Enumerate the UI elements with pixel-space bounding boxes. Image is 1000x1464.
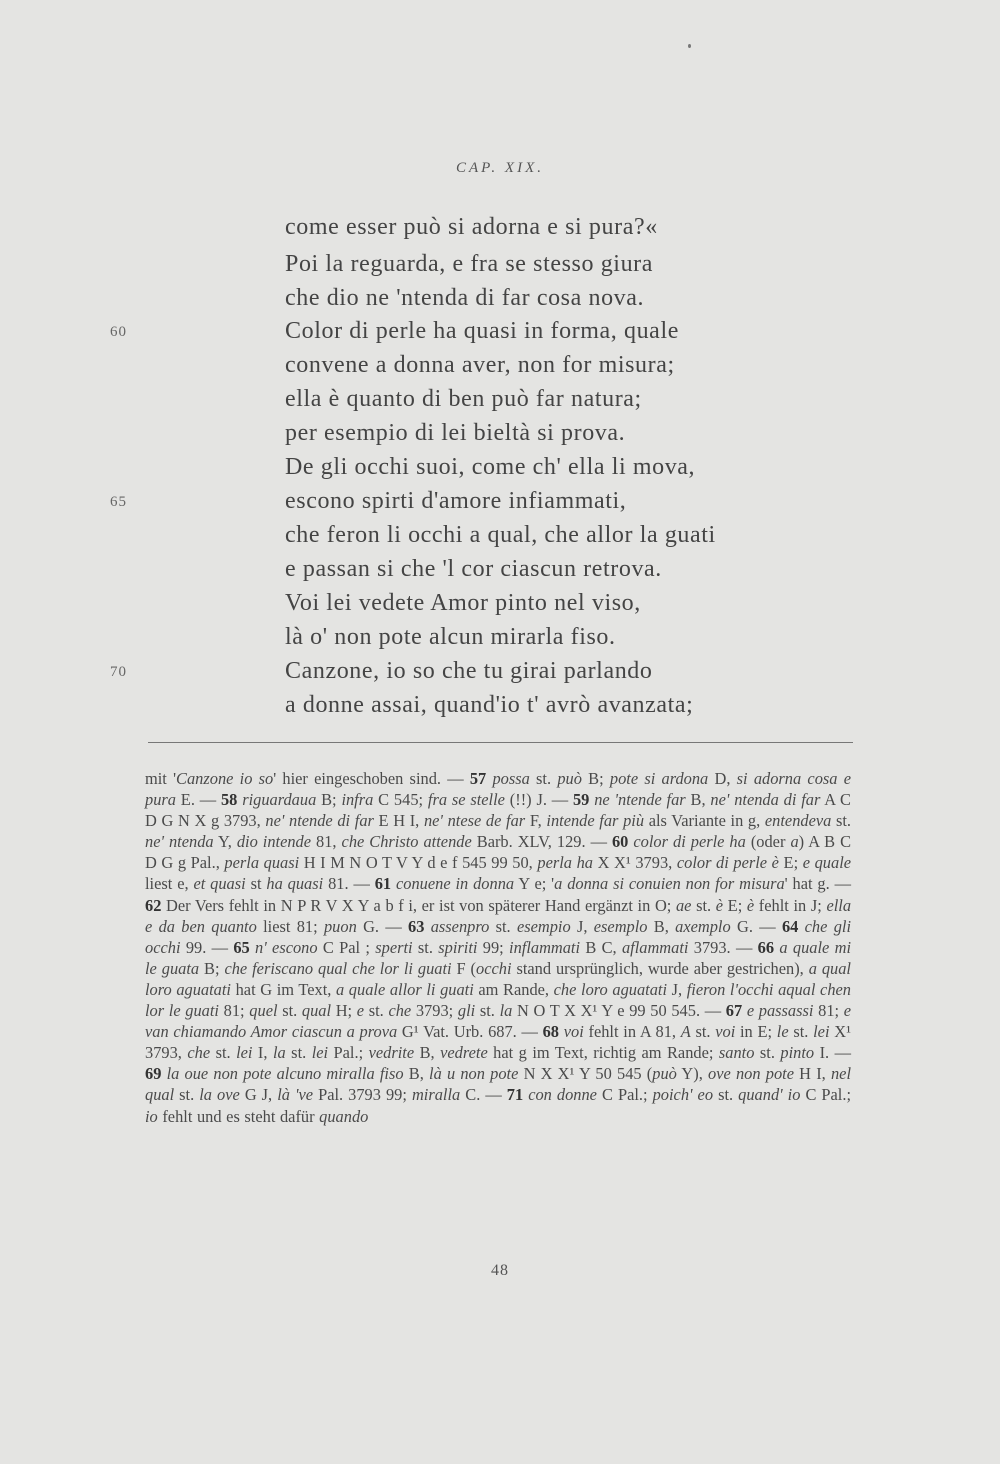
verse-line: che feron li occhi a qual, che allor la guati — [285, 522, 716, 548]
line-number: 65 — [110, 494, 127, 510]
verse-line: per esempio di lei bieltà si prova. — [285, 420, 626, 446]
footnote-divider — [148, 742, 853, 743]
verse-line: Poi la reguarda, e fra se stesso giura — [285, 251, 654, 277]
verse-line: Voi lei vedete Amor pinto nel viso, — [285, 590, 641, 616]
verse-line: là o' non pote alcun mirarla fiso. — [285, 624, 616, 650]
verse-line: convene a donna aver, non for misura; — [285, 352, 675, 378]
ink-speck — [688, 44, 691, 48]
line-number: 60 — [110, 324, 127, 340]
verse-line: ella è quanto di ben può far natura; — [285, 386, 642, 412]
critical-apparatus: mit 'Canzone io so' hier eingeschoben sind. — 57 possa st. può B; pote si ardona D, si adorna cosa e pura E. — 58 riguardaua B; infra C 545; fra se stelle (!!) J. — 59 ne 'ntende far B, ne' ntenda di far A C D G N X g 3793, ne' ntende di far E H I, ne' ntese de far F, intende far più als Variante in g, entendeva st. ne' ntenda Y, dio intende 81, che Christo attende Barb. XLV, 129. — 60 color di perle ha (oder a) A B C D G g Pal., perla quasi H I M N O T V Y d e f 545 99 50, perla ha X X¹ 3793, color di perle è E; e quale liest e, et quasi st ha quasi 81. — 61 conuene in donna Y e; 'a donna si conuien non for misura' hat g. — 62 Der Vers fehlt in N P R V X Y a b f i, er ist von späterer Hand ergänzt in O; ae st. è E; è fehlt in J; ella e da ben quanto liest 81; puon G. — 63 assenpro st. esempio J, esemplo B, axemplo G. — 64 che gli occhi 99. — 65 n' escono C Pal ; sperti st. spiriti 99; inflammati B C, aflammati 3793. — 66 a quale mi le guata B; che feriscano qual che lor li guati F (occhi stand ursprünglich, wurde aber gestrichen), a qual loro aguatati hat G im Text, a quale allor li guati am Rande, che loro aguatati J, fieron l'occhi aqual chen lor le guati 81; quel st. qual H; e st. che 3793; gli st. la N O T X X¹ Y e 99 50 545. — 67 e passassi 81; e van chiamando Amor ciascun a prova G¹ Vat. Urb. 687. — 68 voi fehlt in A 81, A st. voi in E; le st. lei X¹ 3793, che st. lei I, la st. lei Pal.; vedrite B, vedrete hat g im Text, richtig am Rande; santo st. pinto I. — 69 la oue non pote alcuno miralla fiso B, là u non pote N X X¹ Y 50 545 (può Y), ove non pote H I, nel qual st. la ove G J, là 've Pal. 3793 99; miralla C. — 71 con donne C Pal.; poich' eo st. quand' io C Pal.; io fehlt und es steht dafür quando — [145, 769, 852, 1126]
verse-line: Canzone, io so che tu girai parlando — [285, 658, 653, 684]
verse-line: escono spirti d'amore infiammati, — [285, 488, 627, 514]
verse-line: come esser può si adorna e si pura?« — [285, 214, 658, 240]
verse-line: Color di perle ha quasi in forma, quale — [285, 318, 679, 344]
chapter-heading: CAP. XIX. — [456, 160, 544, 176]
verse-line: e passan si che 'l cor ciascun retrova. — [285, 556, 662, 582]
verse-line: che dio ne 'ntenda di far cosa nova. — [285, 285, 645, 311]
verse-line: De gli occhi suoi, come ch' ella li mova, — [285, 454, 696, 480]
line-number: 70 — [110, 664, 127, 680]
page-number: 48 — [491, 1262, 509, 1279]
verse-line: a donne assai, quand'io t' avrò avanzata; — [285, 692, 694, 718]
